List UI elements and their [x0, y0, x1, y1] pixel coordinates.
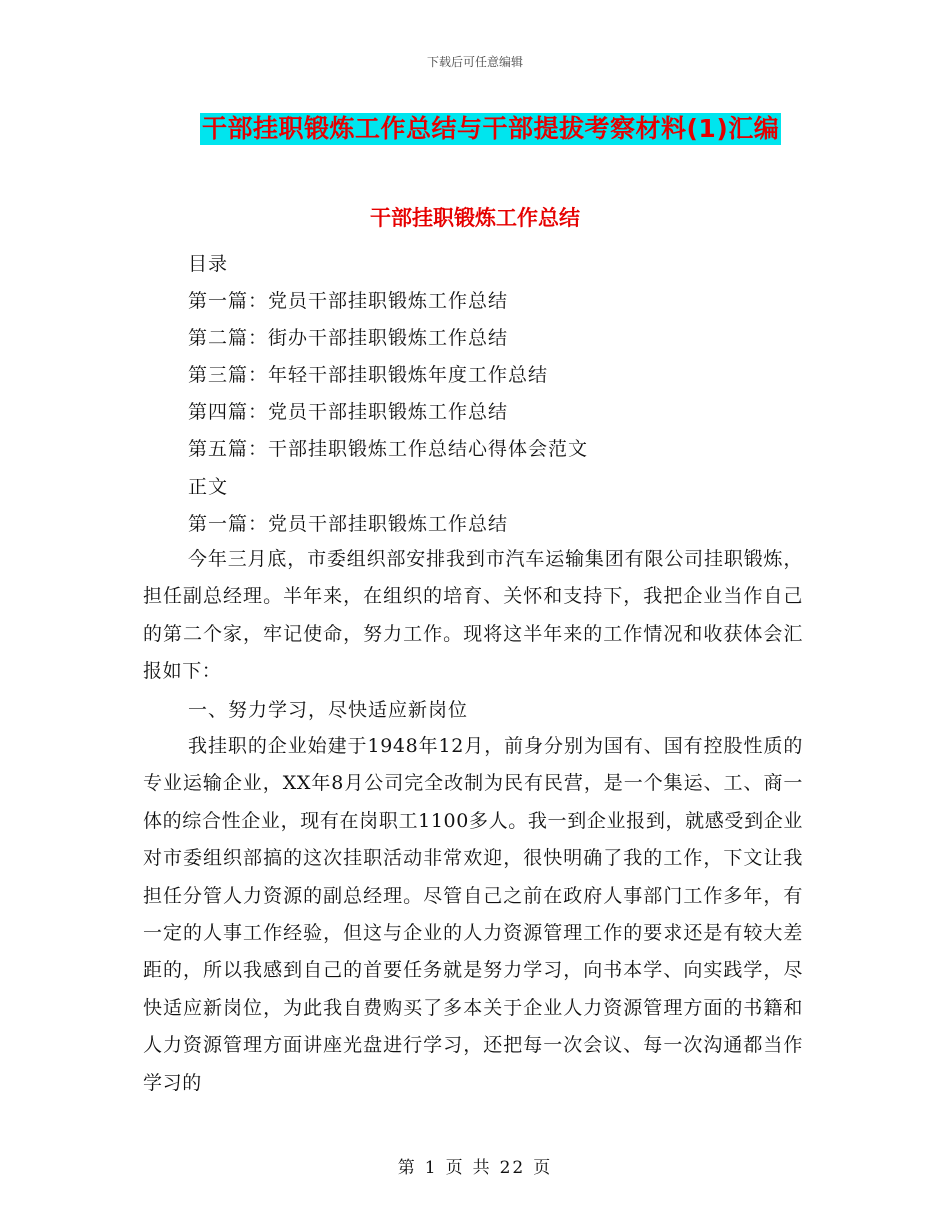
toc-item: 第三篇：年轻干部挂职锻炼年度工作总结 — [188, 364, 549, 386]
page-number: 1 — [424, 1158, 438, 1178]
page-footer — [0, 1153, 950, 1178]
footer-suffix: 页 — [533, 1158, 553, 1178]
paragraph: 我挂职的企业始建于1948年12月，前身分别为国有、国有控股性质的专业运输企业，XX年8月公司完全改制为民有民营，是一个集运、工、商一体的综合性企业，现有在岗职工1100多人。我一到企业报到，就感受到企业对市委组织部搞的这次挂职活动非常欢迎，很快明确了我的工作，下文让我担任分管人力资源的副总经理。尽管自己之前在政府人事部门工作多年，有一定的人事工作经验，但这与企业的人力资源管理工作的要求还是有较大差距的，所以我感到自己的首要任务就是努力学习，向书本学、向实践学，尽快适应新岗位，为此我自费购买了多本关于企业人力资源管理方面的书籍和人力资源管理方面讲座光盘进行学习，还把每一次会议、每一次沟通都当作学习的 — [143, 735, 803, 1094]
chapter-heading: 第一篇：党员干部挂职锻炼工作总结 — [188, 513, 509, 535]
toc-item: 第一篇：党员干部挂职锻炼工作总结 — [188, 290, 509, 312]
footer-page-word: 页 — [445, 1158, 465, 1178]
section-heading: 一、努力学习，尽快适应新岗位 — [188, 699, 469, 721]
toc-heading: 目录 — [188, 253, 229, 275]
footer-total-word: 共 — [472, 1158, 492, 1178]
section-title: 干部挂职锻炼工作总结 — [370, 206, 580, 230]
document-title: 干部挂职锻炼工作总结与干部提拔考察材料(1)汇编 — [202, 114, 780, 143]
page-total: 22 — [499, 1158, 526, 1178]
footer-prefix: 第 — [397, 1158, 417, 1178]
body-label: 正文 — [188, 476, 229, 498]
toc-item: 第二篇：街办干部挂职锻炼工作总结 — [188, 327, 509, 349]
toc-item: 第四篇：党员干部挂职锻炼工作总结 — [188, 401, 509, 423]
toc-item: 第五篇：干部挂职锻炼工作总结心得体会范文 — [188, 438, 589, 460]
paragraph: 今年三月底，市委组织部安排我到市汽车运输集团有限公司挂职锻炼，担任副总经理。半年来，在组织的培育、关怀和支持下，我把企业当作自己的第二个家，牢记使命，努力工作。现将这半年来的工作情况和收获体会汇报如下： — [143, 548, 803, 683]
header-note: 下载后可任意编辑 — [426, 55, 523, 69]
